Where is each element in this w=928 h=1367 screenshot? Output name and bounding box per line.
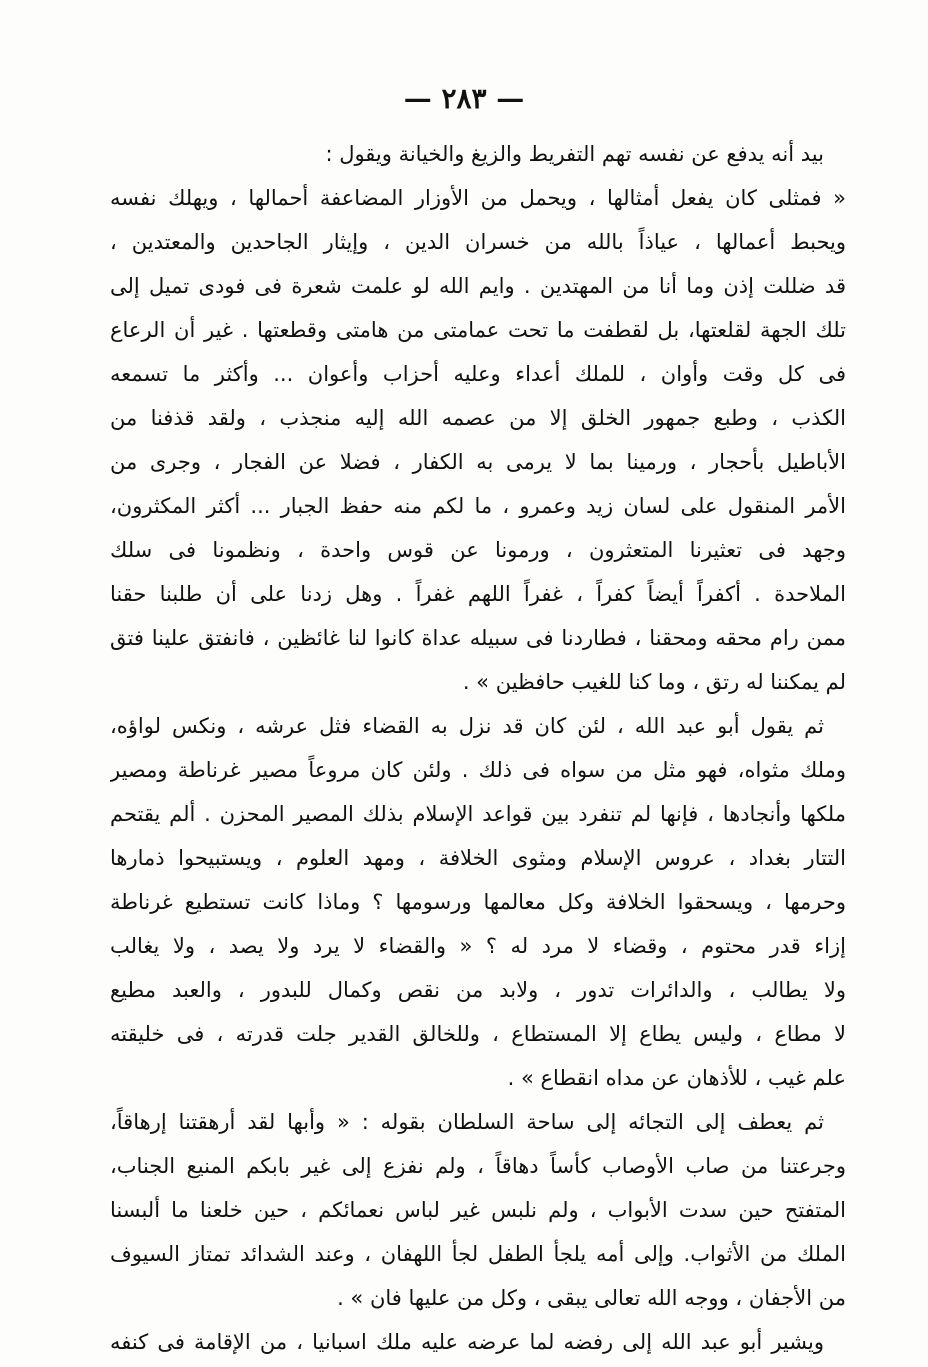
text-line: وجرعتنا من صاب الأوصاب كأساً دهاقاً ، ولم نفزع إلى غير بابكم المنيع الجناب، [110,1154,846,1178]
text-line: ثم يعطف إلى التجائه إلى ساحة السلطان بقوله : « وأبها لقد أرهقتنا إرهاقاً، [110,1110,824,1134]
text-line: ويحبط أعمالها ، عياذاً بالله من خسران الدين ، وإيثار الجاحدين والمعتدين ، [110,230,846,254]
text-line: الكذب ، وطبع جمهور الخلق إلا من عصمه الله إليه منجذب ، ولقد قذفنا من [110,406,846,430]
text-line: لم يمكننا له رتق ، وما كنا للغيب حافظين » . [462,670,846,694]
text-line: الأباطيل بأحجار ، ورمينا بما لا يرمى به الكفار ، فضلا عن الفجار ، وجرى من [110,450,846,474]
text-line: الملاحدة . أكفراً أيضاً كفراً ، غفراً اللهم غفراً . وهل زدنا على أن طلبنا حقنا [110,582,846,606]
text-line: قد ضللت إذن وما أنا من المهتدين . وايم الله لو علمت شعرة فى فودى تميل إلى [110,274,846,298]
text-line: المتفتح حين سدت الأبواب ، ولم نلبس غير لباس نعمائكم ، حين خلعنا ما ألبسنا [110,1198,846,1222]
text-line: إزاء قدر محتوم ، وقضاء لا مرد له ؟ « والقضاء لا يرد ولا يصد ، ولا يغالب [110,934,846,958]
text-line: وملك مثواه، فهو مثل من سواه فى ذلك . ولئن كان مروعاً مصير غرناطة ومصير [110,758,846,782]
text-line: وجهد فى تعثيرنا المتعثرون ، ورمونا عن قوس واحدة ، ونظمونا فى سلك [110,538,846,562]
text-line: وحرمها ، ويسحقوا الخلافة وكل معالمها ورسومها ؟ وماذا كانت تستطيع غرناطة [110,890,846,914]
text-line: تلك الجهة لقلعتها، بل لقطفت ما تحت عمامتى من هامتى وقطعتها . غير أن الرعاع [110,318,846,342]
text-line: الأمر المنقول على لسان زيد وعمرو ، ما لكم منه حفظ الجبار ... أكثر المكثرون، [110,494,846,518]
text-line: التتار بغداد ، عروس الإسلام ومثوى الخلافة ، ومهد العلوم ، ويستبيحوا ذمارها [110,846,846,870]
text-line: فى كل وقت وأوان ، للملك أعداء وعليه أحزاب وأعوان ... وأكثر ما تسمعه [110,362,846,386]
text-line: ثم يقول أبو عبد الله ، لئن كان قد نزل به القضاء فثل عرشه ، ونكس لواؤه، [110,714,824,738]
text-line: ويشير أبو عبد الله إلى رفضه لما عرضه عليه ملك اسبانيا ، من الإقامة فى كنفه [110,1330,824,1354]
text-line: ممن رام محقه ومحقنا ، فطاردنا فى سبيله عداة كانوا لنا غائظين ، فانفتق علينا فتق [110,626,846,650]
page-number: — ٢٨٣ — [403,82,525,115]
text-line: الملك من الأثواب. وإلى أمه يلجأ الطفل لجأ اللهفان ، وعند الشدائد تمتاز السيوف [110,1242,846,1266]
text-line: علم غيب ، للأذهان عن مداه انقطاع » . [507,1066,846,1090]
text-line: « فمثلى كان يفعل أمثالها ، ويحمل من الأوزار المضاعفة أحمالها ، ويهلك نفسه [110,186,846,210]
body-text [110,132,846,1364]
text-line: بيد أنه يدفع عن نفسه تهم التفريط والزيغ والخيانة ويقول : [325,142,824,166]
text-line: ملكها وأنجادها ، فإنها لم تنفرد بين قواعد الإسلام بذلك المصير المحزن . ألم يقتحم [110,802,846,826]
text-line: ولا يطالب ، والدائرات تدور ، ولابد من نقص وكمال للبدور ، والعبد مطيع [110,978,846,1002]
text-line: من الأجفان ، ووجه الله تعالى يبقى ، وكل من عليها فان » . [337,1286,846,1310]
text-line: لا مطاع ، وليس يطاع إلا المستطاع ، وللخالق القدير جلت قدرته ، فى خليقته [110,1022,846,1046]
